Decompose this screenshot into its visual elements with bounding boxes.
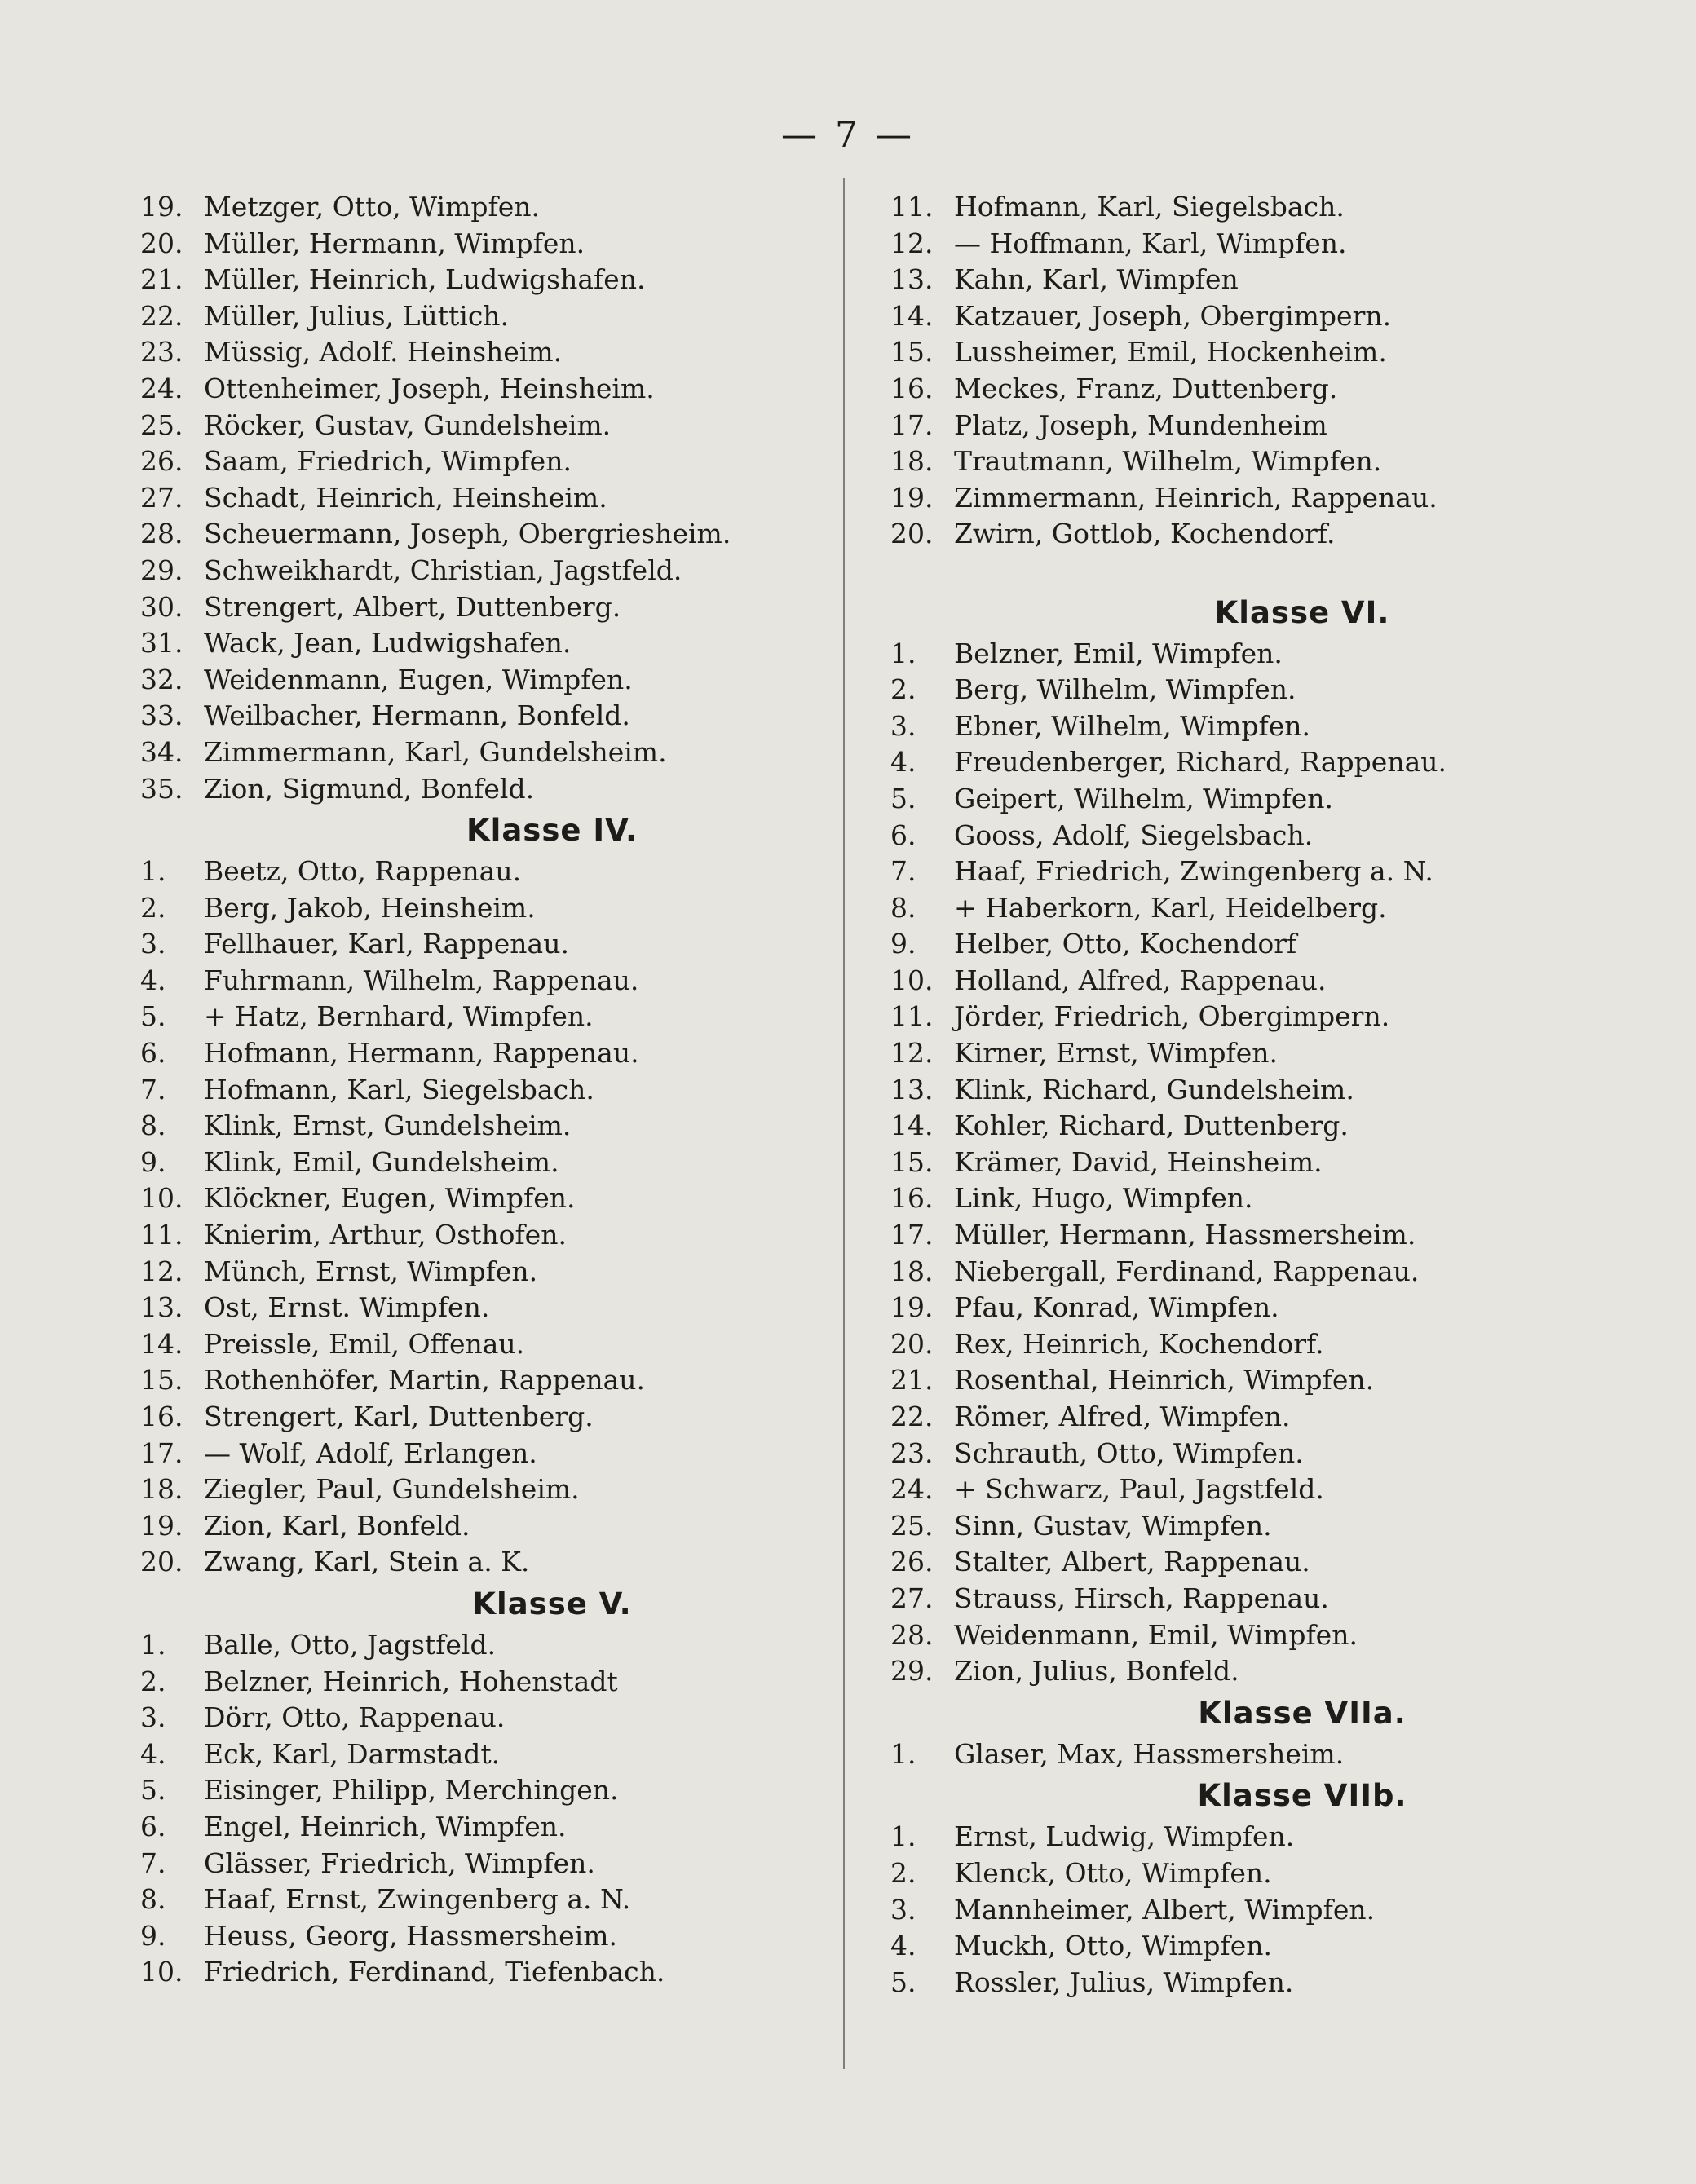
student-entry (890, 1617, 1624, 1654)
student-entry (890, 480, 1624, 517)
student-name: Scheuermann, Joseph, Obergriesheim. (204, 518, 731, 550)
entry-number: 13. (890, 1073, 934, 1105)
student-name: Schweikhardt, Christian, Jagstfeld. (204, 554, 682, 586)
student-name: Klink, Ernst, Gundelsheim. (204, 1110, 572, 1142)
page-number: — 7 — (781, 114, 915, 156)
class-heading: Klasse V. (472, 1586, 632, 1621)
entry-number: 7. (140, 1846, 166, 1879)
entry-number: 9. (890, 928, 916, 960)
student-name: Rex, Heinrich, Kochendorf. (954, 1327, 1324, 1360)
student-name: Zimmermann, Heinrich, Rappenau. (954, 481, 1438, 514)
student-name: — Hoffmann, Karl, Wimpfen. (954, 227, 1347, 259)
student-entry (140, 963, 874, 999)
entry-number: 19. (140, 1509, 183, 1542)
student-name: Haaf, Friedrich, Zwingenberg a. N. (954, 855, 1433, 888)
entry-number: 23. (890, 1436, 934, 1469)
student-entry (890, 1855, 1624, 1892)
student-entry (140, 771, 874, 808)
student-name: Belzner, Emil, Wimpfen. (954, 637, 1283, 669)
entry-number: 4. (890, 1930, 916, 1962)
entry-number: 26. (140, 445, 183, 478)
student-entry (890, 408, 1624, 444)
right-column (890, 189, 1624, 2001)
student-name: Weidenmann, Eugen, Wimpfen. (204, 663, 633, 695)
student-entry (140, 1072, 874, 1109)
student-entry (890, 672, 1624, 708)
student-entry (890, 1436, 1624, 1472)
student-name: Römer, Alfred, Wimpfen. (954, 1401, 1291, 1432)
entry-number: 17. (890, 1219, 934, 1251)
student-name: Mannheimer, Albert, Wimpfen. (954, 1893, 1376, 1926)
entry-number: 1. (140, 1628, 166, 1661)
student-entry (890, 189, 1624, 226)
entry-number: 4. (140, 1737, 166, 1770)
student-entry (890, 818, 1624, 854)
student-name: Müssig, Adolf. Heinsheim. (204, 336, 563, 368)
student-name: Holland, Alfred, Rappenau. (954, 964, 1327, 996)
entry-number: 11. (890, 1000, 934, 1033)
student-entry (140, 334, 874, 371)
student-entry (890, 371, 1624, 408)
student-entry (140, 1145, 874, 1181)
entry-number: 18. (890, 1255, 934, 1287)
student-name: Zwang, Karl, Stein a. K. (204, 1546, 530, 1578)
class-heading: Klasse VIIa. (1198, 1695, 1407, 1731)
entry-number: 3. (140, 1701, 166, 1734)
student-name: Münch, Ernst, Wimpfen. (204, 1255, 538, 1287)
student-name: Kohler, Richard, Duttenberg. (954, 1110, 1349, 1142)
student-name: Kirner, Ernst, Wimpfen. (954, 1037, 1278, 1070)
student-name: Ottenheimer, Joseph, Heinsheim. (204, 372, 655, 404)
student-name: Haaf, Ernst, Zwingenberg a. N. (204, 1883, 631, 1916)
student-name: Schadt, Heinrich, Heinsheim. (204, 481, 607, 514)
student-entry (890, 1581, 1624, 1617)
student-name: + Haberkorn, Karl, Heidelberg. (954, 891, 1387, 924)
student-name: Metzger, Otto, Wimpfen. (204, 191, 540, 223)
student-entry (140, 1362, 874, 1399)
student-entry (890, 708, 1624, 745)
student-name: Hofmann, Hermann, Rappenau. (204, 1037, 639, 1070)
student-name: Engel, Heinrich, Wimpfen. (204, 1810, 567, 1842)
student-entry (890, 1928, 1624, 1965)
student-name: + Schwarz, Paul, Jagstfeld. (954, 1473, 1324, 1506)
student-entry (140, 926, 874, 963)
entry-number: 30. (140, 590, 183, 623)
student-entry (890, 1326, 1624, 1363)
student-name: Müller, Heinrich, Ludwigshafen. (204, 263, 646, 296)
entry-number: 1. (890, 1820, 916, 1853)
student-entry (890, 1819, 1624, 1855)
student-name: Klöckner, Eugen, Wimpfen. (204, 1182, 576, 1215)
student-name: Klink, Richard, Gundelsheim. (954, 1073, 1354, 1105)
entry-number: 4. (890, 746, 916, 779)
student-entry (140, 1108, 874, 1145)
entry-number: 24. (890, 1473, 934, 1506)
entry-number: 3. (890, 709, 916, 742)
student-entry (140, 408, 874, 444)
blank-line (890, 553, 1624, 589)
student-entry (890, 1362, 1624, 1399)
student-name: Gooss, Adolf, Siegelsbach. (954, 818, 1314, 851)
student-name: Fuhrmann, Wilhelm, Rappenau. (204, 964, 639, 996)
student-entry (140, 1180, 874, 1217)
student-name: Balle, Otto, Jagstfeld. (204, 1628, 497, 1661)
entry-number: 17. (890, 408, 934, 441)
entry-number: 12. (890, 1037, 934, 1070)
student-name: Rothenhöfer, Martin, Rappenau. (204, 1364, 646, 1396)
entry-number: 28. (140, 518, 183, 550)
entry-number: 20. (140, 227, 183, 259)
entry-number: 10. (140, 1956, 183, 1988)
entry-number: 21. (890, 1364, 934, 1396)
entry-number: 28. (890, 1618, 934, 1651)
student-entry (890, 226, 1624, 263)
student-name: Kahn, Karl, Wimpfen (954, 263, 1239, 296)
student-entry (140, 1954, 874, 1991)
student-entry (890, 1180, 1624, 1217)
student-entry (890, 443, 1624, 480)
student-entry (140, 662, 874, 699)
student-name: Klenck, Otto, Wimpfen. (954, 1856, 1272, 1889)
student-entry (890, 1471, 1624, 1508)
student-entry (140, 189, 874, 226)
student-entry (890, 1892, 1624, 1929)
student-entry (140, 262, 874, 298)
entry-number: 5. (140, 1774, 166, 1807)
entry-number: 8. (140, 1110, 166, 1142)
student-name: Berg, Jakob, Heinsheim. (204, 891, 536, 924)
student-name: Hofmann, Karl, Siegelsbach. (954, 191, 1345, 223)
left-column (140, 189, 874, 1991)
student-name: Strengert, Karl, Duttenberg. (204, 1401, 594, 1432)
student-entry (140, 516, 874, 553)
entry-number: 32. (140, 663, 183, 695)
student-entry (140, 226, 874, 263)
student-entry (890, 636, 1624, 673)
student-entry (140, 443, 874, 480)
student-entry (890, 298, 1624, 335)
student-entry (140, 1471, 874, 1508)
student-name: Zwirn, Gottlob, Kochendorf. (954, 518, 1336, 550)
entry-number: 25. (890, 1509, 934, 1542)
entry-number: 27. (140, 481, 183, 514)
student-entry (140, 1544, 874, 1581)
entry-number: 9. (140, 1919, 166, 1952)
entry-number: 1. (140, 855, 166, 888)
student-entry (890, 516, 1624, 553)
entry-number: 7. (140, 1073, 166, 1105)
student-entry (140, 1700, 874, 1736)
student-name: Katzauer, Joseph, Obergimpern. (954, 299, 1392, 332)
entry-number: 26. (890, 1546, 934, 1578)
entry-number: 1. (890, 1737, 916, 1770)
entry-number: 29. (140, 554, 183, 586)
student-entry (890, 1653, 1624, 1690)
student-name: Beetz, Otto, Rappenau. (204, 855, 522, 888)
entry-number: 8. (140, 1883, 166, 1916)
student-entry (140, 1627, 874, 1664)
student-entry (140, 1846, 874, 1882)
entry-number: 10. (140, 1182, 183, 1215)
student-entry (140, 553, 874, 589)
student-entry (140, 698, 874, 735)
student-name: Strengert, Albert, Duttenberg. (204, 590, 621, 623)
student-entry (890, 781, 1624, 818)
student-entry (890, 890, 1624, 927)
student-name: Krämer, David, Heinsheim. (954, 1145, 1323, 1178)
student-name: Platz, Joseph, Mundenheim (954, 408, 1327, 441)
student-name: Jörder, Friedrich, Obergimpern. (954, 1000, 1390, 1033)
student-name: Röcker, Gustav, Gundelsheim. (204, 408, 612, 441)
entry-number: 18. (140, 1473, 183, 1506)
entry-number: 22. (890, 1401, 934, 1432)
student-entry (140, 1882, 874, 1918)
entry-number: 6. (140, 1810, 166, 1842)
entry-number: 2. (890, 673, 916, 706)
entry-number: 3. (140, 928, 166, 960)
entry-number: 11. (140, 1219, 183, 1251)
student-entry (140, 625, 874, 662)
entry-number: 7. (890, 855, 916, 888)
student-entry (890, 1508, 1624, 1545)
student-name: Ebner, Wilhelm, Wimpfen. (954, 709, 1310, 742)
entry-number: 10. (890, 964, 934, 996)
entry-number: 33. (140, 699, 183, 732)
student-name: Heuss, Georg, Hassmersheim. (204, 1919, 618, 1952)
student-entry (140, 999, 874, 1035)
entry-number: 3. (890, 1893, 916, 1926)
student-entry (890, 1254, 1624, 1291)
student-entry (890, 1072, 1624, 1109)
entry-number: 9. (140, 1145, 166, 1178)
entry-number: 20. (140, 1546, 183, 1578)
student-entry (890, 1108, 1624, 1145)
student-entry (140, 1809, 874, 1846)
student-entry (140, 1664, 874, 1701)
student-name: Freudenberger, Richard, Rappenau. (954, 746, 1446, 779)
student-name: Berg, Wilhelm, Wimpfen. (954, 673, 1296, 706)
entry-number: 12. (140, 1255, 183, 1287)
student-entry (140, 1326, 874, 1363)
entry-number: 31. (140, 627, 183, 660)
student-name: Link, Hugo, Wimpfen. (954, 1182, 1253, 1215)
student-entry (890, 999, 1624, 1035)
student-name: Preissle, Emil, Offenau. (204, 1327, 525, 1360)
student-name: Sinn, Gustav, Wimpfen. (954, 1509, 1272, 1542)
student-name: Müller, Julius, Lüttich. (204, 299, 510, 332)
student-name: Müller, Hermann, Wimpfen. (204, 227, 585, 259)
student-name: Zimmermann, Karl, Gundelsheim. (204, 735, 667, 768)
student-name: Geipert, Wilhelm, Wimpfen. (954, 782, 1333, 814)
entry-number: 13. (890, 263, 934, 296)
entry-number: 6. (890, 818, 916, 851)
student-name: Helber, Otto, Kochendorf (954, 928, 1297, 960)
student-name: Saam, Friedrich, Wimpfen. (204, 445, 572, 478)
entry-number: 14. (890, 1110, 934, 1142)
student-entry (890, 1217, 1624, 1254)
student-entry (140, 1035, 874, 1072)
entry-number: 17. (140, 1436, 183, 1469)
entry-number: 8. (890, 891, 916, 924)
student-name: Strauss, Hirsch, Rappenau. (954, 1582, 1329, 1614)
student-name: Zion, Julius, Bonfeld. (954, 1655, 1239, 1688)
entry-number: 2. (140, 1665, 166, 1697)
student-name: Pfau, Konrad, Wimpfen. (954, 1291, 1279, 1324)
entry-number: 14. (890, 299, 934, 332)
entry-number: 16. (140, 1401, 183, 1432)
student-entry (140, 890, 874, 927)
student-entry (140, 1918, 874, 1955)
student-entry (140, 1772, 874, 1809)
entry-number: 4. (140, 964, 166, 996)
student-name: Eisinger, Philipp, Merchingen. (204, 1774, 619, 1807)
student-entry (890, 1544, 1624, 1581)
student-name: Meckes, Franz, Duttenberg. (954, 372, 1338, 404)
class-heading: Klasse IV. (466, 813, 638, 849)
class-heading: Klasse VIIb. (1197, 1778, 1407, 1814)
student-name: Belzner, Heinrich, Hohenstadt (204, 1665, 618, 1697)
student-name: Zion, Karl, Bonfeld. (204, 1509, 470, 1542)
student-name: Ost, Ernst. Wimpfen. (204, 1291, 490, 1324)
student-name: Zion, Sigmund, Bonfeld. (204, 772, 535, 805)
entry-number: 23. (140, 336, 183, 368)
student-name: Knierim, Arthur, Osthofen. (204, 1219, 567, 1251)
student-name: Dörr, Otto, Rappenau. (204, 1701, 506, 1734)
entry-number: 2. (140, 891, 166, 924)
entry-number: 21. (140, 263, 183, 296)
entry-number: 1. (890, 637, 916, 669)
entry-number: 19. (140, 191, 183, 223)
entry-number: 16. (890, 1182, 934, 1215)
entry-number: 19. (890, 1291, 934, 1324)
entry-number: 15. (890, 1145, 934, 1178)
student-name: Friedrich, Ferdinand, Tiefenbach. (204, 1956, 665, 1988)
entry-number: 15. (140, 1364, 183, 1396)
entry-number: 29. (890, 1655, 934, 1688)
student-name: Weidenmann, Emil, Wimpfen. (954, 1618, 1358, 1651)
student-entry (890, 1035, 1624, 1072)
student-name: Klink, Emil, Gundelsheim. (204, 1145, 559, 1178)
entry-number: 5. (890, 1966, 916, 1998)
student-entry (890, 262, 1624, 298)
entry-number: 24. (140, 372, 183, 404)
student-name: Ziegler, Paul, Gundelsheim. (204, 1473, 580, 1506)
entry-number: 2. (890, 1856, 916, 1889)
entry-number: 5. (890, 782, 916, 814)
entry-number: 19. (890, 481, 934, 514)
student-entry (890, 1965, 1624, 2001)
student-entry (890, 854, 1624, 890)
entry-number: 18. (890, 445, 934, 478)
entry-number: 11. (890, 191, 934, 223)
entry-number: 16. (890, 372, 934, 404)
student-name: Ernst, Ludwig, Wimpfen. (954, 1820, 1295, 1853)
student-name: Glässer, Friedrich, Wimpfen. (204, 1846, 595, 1879)
student-entry (140, 589, 874, 626)
student-entry (890, 1145, 1624, 1181)
student-name: Fellhauer, Karl, Rappenau. (204, 928, 569, 960)
student-entry (140, 480, 874, 517)
student-entry (140, 1217, 874, 1254)
student-name: Rossler, Julius, Wimpfen. (954, 1966, 1294, 1998)
student-name: Glaser, Max, Hassmersheim. (954, 1737, 1345, 1770)
student-name: Rosenthal, Heinrich, Wimpfen. (954, 1364, 1375, 1396)
student-name: Eck, Karl, Darmstadt. (204, 1737, 501, 1770)
entry-number: 6. (140, 1037, 166, 1070)
student-name: Niebergall, Ferdinand, Rappenau. (954, 1255, 1420, 1287)
student-entry (890, 926, 1624, 963)
student-entry (890, 1736, 1624, 1773)
student-entry (140, 1290, 874, 1326)
entry-number: 22. (140, 299, 183, 332)
entry-number: 25. (140, 408, 183, 441)
student-name: Trautmann, Wilhelm, Wimpfen. (954, 445, 1382, 478)
student-name: — Wolf, Adolf, Erlangen. (204, 1436, 537, 1469)
student-entry (140, 1736, 874, 1773)
student-name: Wack, Jean, Ludwigshafen. (204, 627, 572, 660)
class-heading: Klasse VI. (1214, 594, 1390, 630)
student-name: + Hatz, Bernhard, Wimpfen. (204, 1000, 594, 1033)
student-entry (140, 1436, 874, 1472)
student-entry (890, 963, 1624, 999)
entry-number: 14. (140, 1327, 183, 1360)
entry-number: 27. (890, 1582, 934, 1614)
entry-number: 35. (140, 772, 183, 805)
student-entry (140, 1399, 874, 1436)
student-entry (890, 334, 1624, 371)
student-entry (140, 1508, 874, 1545)
student-entry (140, 735, 874, 771)
entry-number: 12. (890, 227, 934, 259)
entry-number: 15. (890, 336, 934, 368)
student-name: Hofmann, Karl, Siegelsbach. (204, 1073, 594, 1105)
student-entry (140, 371, 874, 408)
student-entry (140, 854, 874, 890)
entry-number: 20. (890, 1327, 934, 1360)
student-entry (890, 1399, 1624, 1436)
entry-number: 5. (140, 1000, 166, 1033)
student-name: Müller, Hermann, Hassmersheim. (954, 1219, 1416, 1251)
student-name: Stalter, Albert, Rappenau. (954, 1546, 1310, 1578)
student-name: Lussheimer, Emil, Hockenheim. (954, 336, 1387, 368)
student-entry (890, 744, 1624, 781)
student-entry (890, 1290, 1624, 1326)
student-name: Weilbacher, Hermann, Bonfeld. (204, 699, 630, 732)
entry-number: 34. (140, 735, 183, 768)
student-entry (140, 1254, 874, 1291)
student-entry (140, 298, 874, 335)
student-name: Muckh, Otto, Wimpfen. (954, 1930, 1272, 1962)
entry-number: 20. (890, 518, 934, 550)
entry-number: 13. (140, 1291, 183, 1324)
student-name: Schrauth, Otto, Wimpfen. (954, 1436, 1304, 1469)
